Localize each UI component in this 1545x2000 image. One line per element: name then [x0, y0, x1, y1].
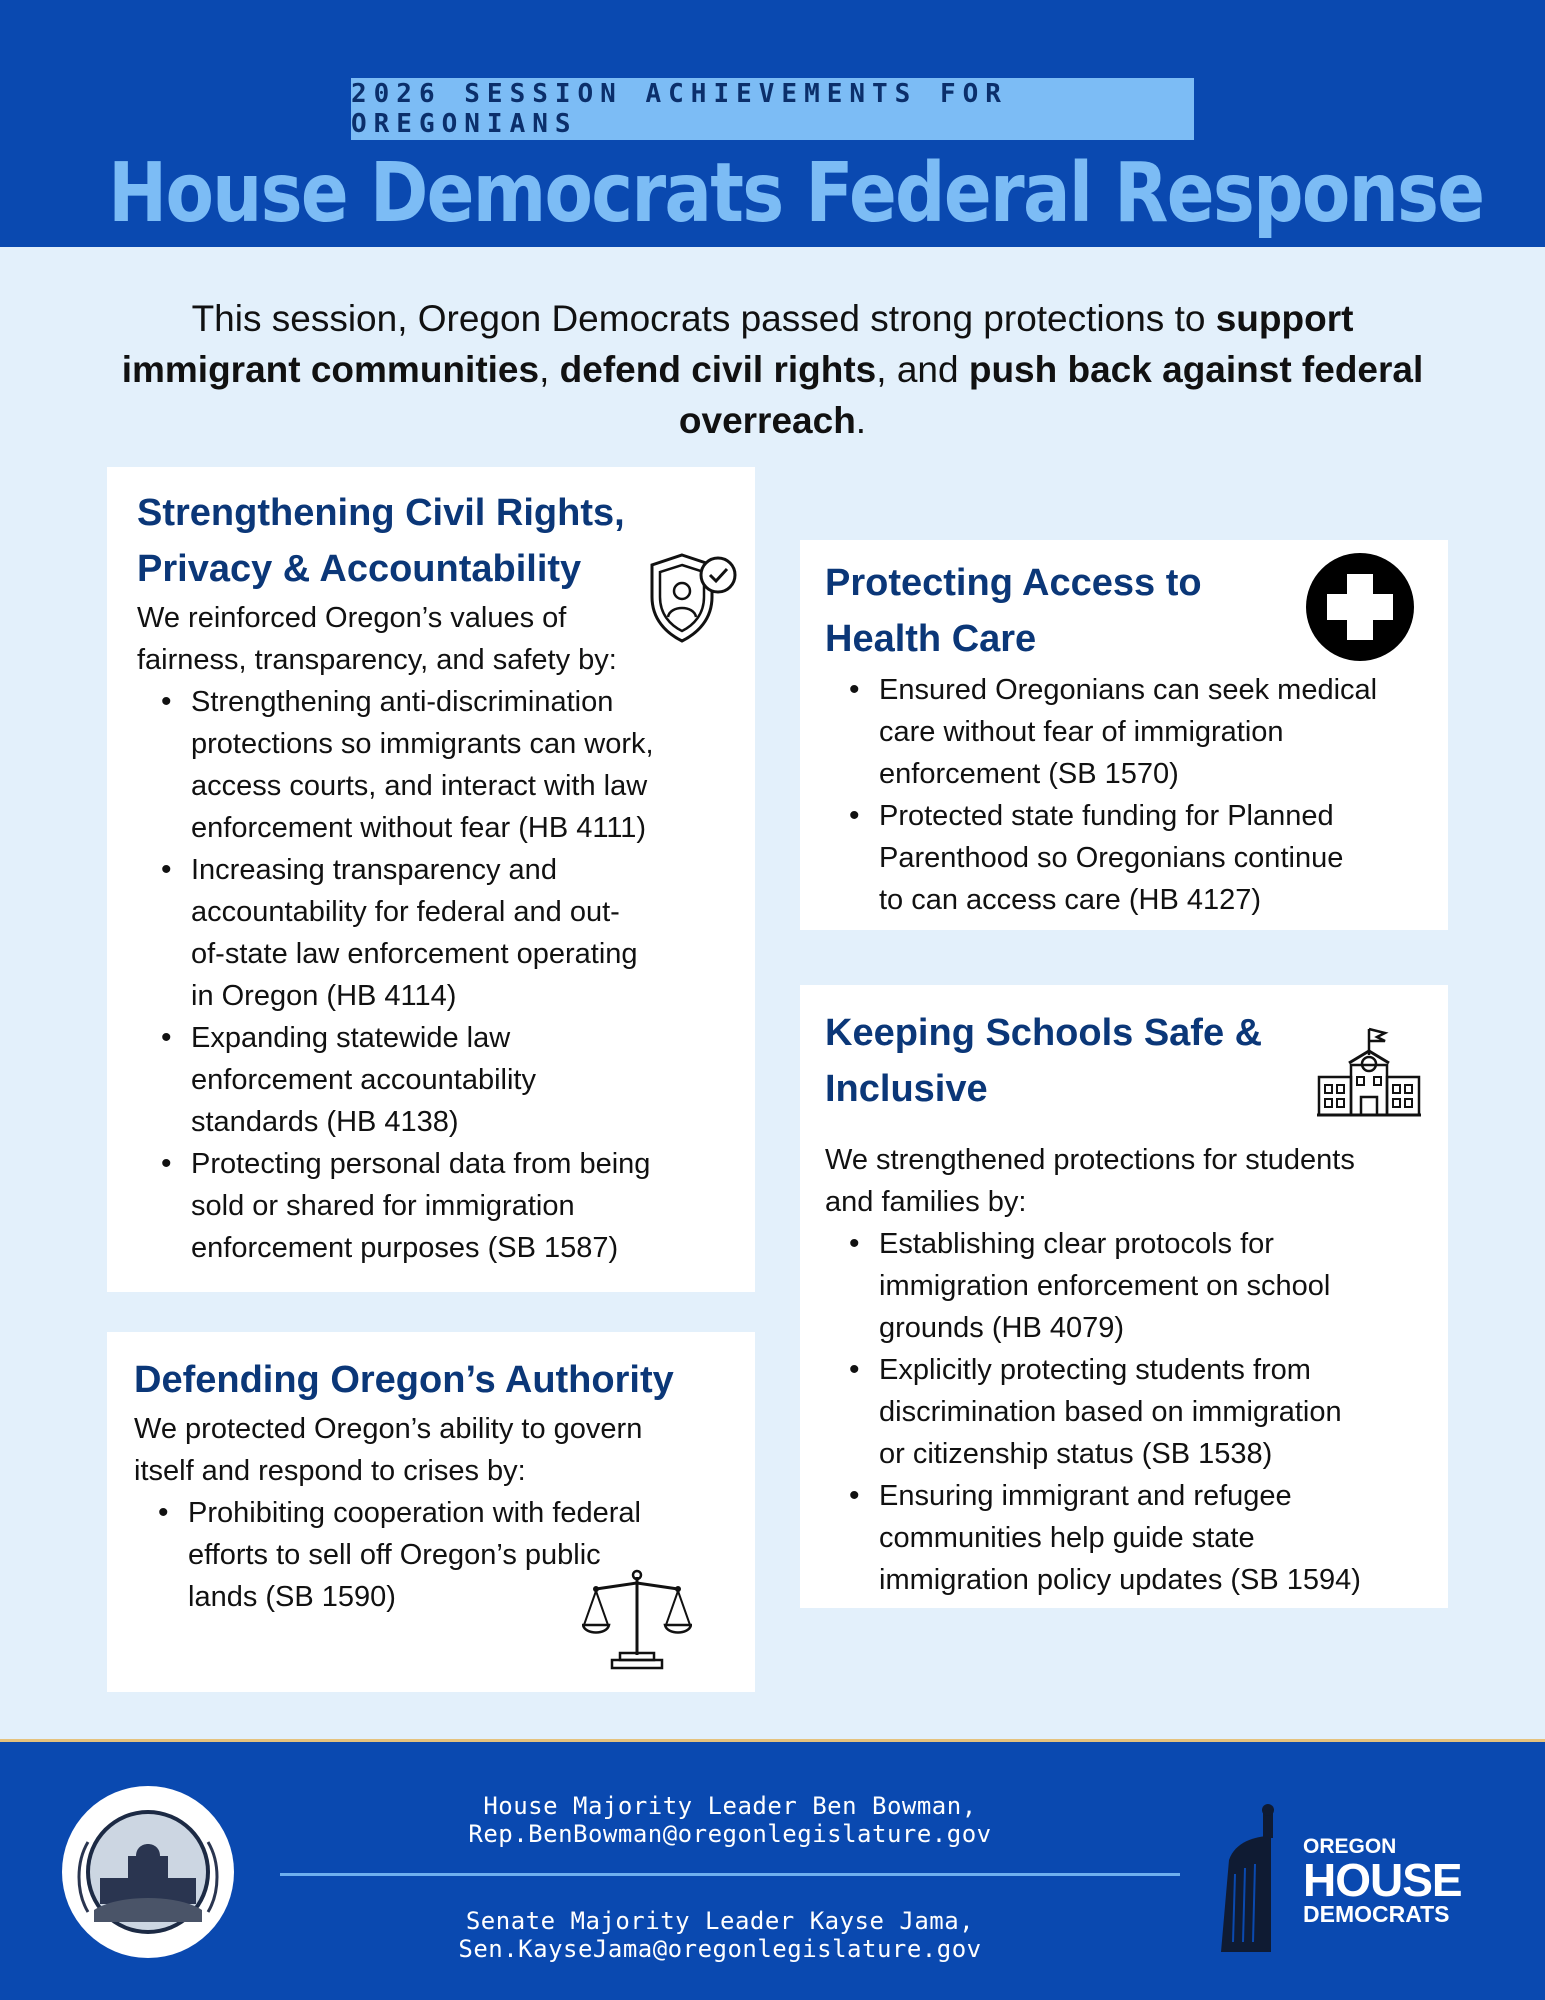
session-kicker: 2026 SESSION ACHIEVEMENTS FOR OREGONIANS [351, 78, 1194, 140]
list-item-line: discrimination based on immigration [879, 1396, 1342, 1428]
list-item-line: • Expanding statewide law [191, 1022, 511, 1054]
schools-list [825, 1223, 1448, 1601]
intro-paragraph [100, 293, 1445, 446]
list-item [137, 849, 755, 1017]
list-item-line: grounds (HB 4079) [879, 1312, 1125, 1344]
list-item-line: immigration enforcement on school [879, 1270, 1331, 1302]
civil-rights-title-line2: Privacy & Accountability [137, 548, 582, 590]
house-logo-line1: OREGON [1303, 1835, 1397, 1858]
list-item-line: in Oregon (HB 4114) [191, 980, 457, 1012]
intro-text-4: . [855, 400, 867, 441]
authority-title: Defending Oregon’s Authority [134, 1359, 674, 1401]
list-item-line: standards (HB 4138) [191, 1106, 459, 1138]
list-item-line: communities help guide state [879, 1522, 1255, 1554]
civil-rights-card [107, 467, 755, 1292]
list-item-line: enforcement (SB 1570) [879, 758, 1179, 790]
list-item [825, 1223, 1448, 1349]
header-banner [0, 0, 1545, 247]
list-item-line: • Protecting personal data from being [191, 1148, 651, 1180]
authority-intro-line1: We protected Oregon’s ability to govern [134, 1413, 643, 1445]
list-item [137, 681, 755, 849]
list-item-line: or citizenship status (SB 1538) [879, 1438, 1273, 1470]
scales-of-justice-icon [582, 1567, 692, 1672]
footer-banner [0, 1739, 1545, 2000]
list-item-line: • Prohibiting cooperation with federal [188, 1497, 641, 1529]
list-item-line: enforcement purposes (SB 1587) [191, 1232, 619, 1264]
list-item-line: • Ensuring immigrant and refugee [879, 1480, 1292, 1512]
intro-bold-2: defend civil rights [559, 349, 877, 390]
list-item [137, 1143, 755, 1269]
list-item-line: • Establishing clear protocols for [879, 1228, 1274, 1260]
list-item-line: Parenthood so Oregonians continue [879, 842, 1344, 874]
intro-text-2: , [539, 349, 560, 390]
list-item-line: immigration policy updates (SB 1594) [879, 1564, 1361, 1596]
list-item-line: accountability for federal and out- [191, 896, 620, 928]
intro-text-3: , and [876, 349, 969, 390]
shield-user-check-icon [642, 547, 744, 647]
list-item [825, 669, 1448, 795]
house-democrats-logo [1303, 1836, 1462, 1926]
list-item-line: • Strengthening anti-discrimination [191, 686, 614, 718]
list-item-line: sold or shared for immigration [191, 1190, 575, 1222]
list-item-line: to can access care (HB 4127) [879, 884, 1262, 916]
authority-intro-line2: itself and respond to crises by: [134, 1455, 526, 1487]
authority-card [107, 1332, 755, 1692]
house-leader-contact: House Majority Leader Ben Bowman, Rep.BenBowman@oregonlegislature.gov [468, 1792, 992, 1848]
list-item [137, 1017, 755, 1143]
civil-rights-list [137, 681, 755, 1269]
page-title: House Democrats Federal Response [108, 146, 1484, 241]
civil-rights-intro-line2: fairness, transparency, and safety by: [137, 644, 617, 676]
school-building-icon [1315, 1025, 1430, 1120]
oregon-senate-democrats-logo [58, 1782, 238, 1962]
schools-title-line2: Inclusive [825, 1068, 988, 1110]
list-item-line: protections so immigrants can work, [191, 728, 654, 760]
list-item-line: care without fear of immigration [879, 716, 1284, 748]
senate-leader-contact: Senate Majority Leader Kayse Jama, Sen.KayseJama@oregonlegislature.gov [458, 1907, 982, 1963]
civil-rights-title-line1: Strengthening Civil Rights, [137, 492, 625, 534]
list-item-line: • Ensured Oregonians can seek medical [879, 674, 1378, 706]
list-item-line: lands (SB 1590) [188, 1581, 396, 1613]
list-item [825, 1349, 1448, 1475]
list-item-line: • Explicitly protecting students from [879, 1354, 1311, 1386]
schools-intro-line1: We strengthened protections for students [825, 1144, 1355, 1176]
medical-cross-icon [1305, 552, 1415, 662]
list-item-line: of-state law enforcement operating [191, 938, 638, 970]
list-item [825, 1475, 1448, 1601]
health-title-line1: Protecting Access to [825, 562, 1202, 604]
list-item-line: enforcement without fear (HB 4111) [191, 812, 647, 844]
intro-bold-1: support immigrant communities [121, 298, 1354, 390]
capitol-building-icon [1215, 1802, 1305, 1952]
list-item [825, 795, 1448, 921]
health-card [800, 540, 1448, 930]
footer-divider [280, 1873, 1180, 1876]
list-item-line: • Protected state funding for Planned [879, 800, 1334, 832]
health-list [825, 669, 1448, 921]
list-item-line: enforcement accountability [191, 1064, 536, 1096]
intro-bold-3: push back against federal overreach [678, 349, 1424, 441]
civil-rights-intro-line1: We reinforced Oregon’s values of [137, 602, 567, 634]
schools-intro-line2: and families by: [825, 1186, 1027, 1218]
house-logo-line3: DEMOCRATS [1303, 1901, 1450, 1927]
list-item-line: • Increasing transparency and [191, 854, 557, 886]
list-item-line: access courts, and interact with law [191, 770, 648, 802]
health-title-line2: Health Care [825, 618, 1037, 660]
schools-title-line1: Keeping Schools Safe & [825, 1012, 1263, 1054]
list-item-line: efforts to sell off Oregon’s public [188, 1539, 601, 1571]
house-logo-line2: HOUSE [1303, 1854, 1462, 1906]
schools-card [800, 985, 1448, 1608]
intro-text-1: This session, Oregon Democrats passed strong protections to [191, 298, 1216, 339]
